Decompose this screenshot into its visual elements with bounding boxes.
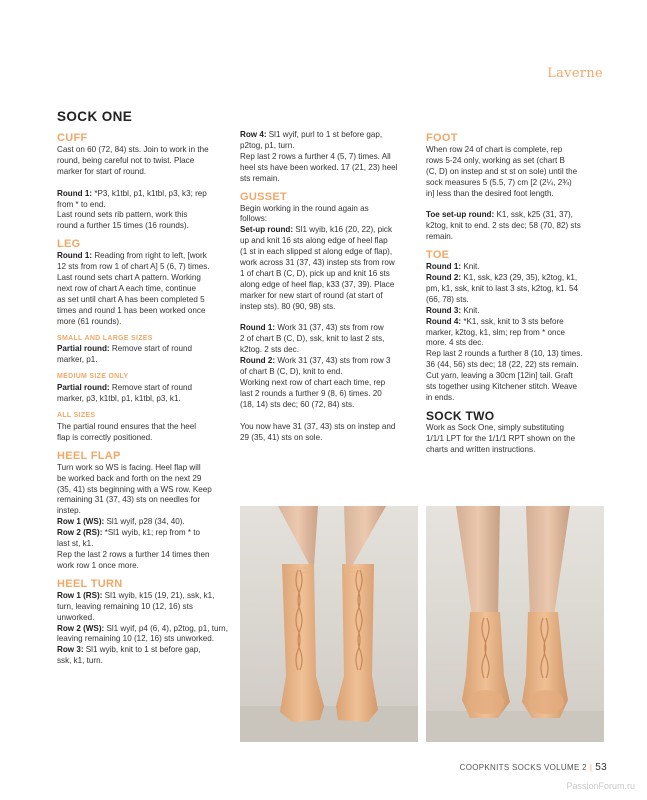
heel-turn-line: heel sts have been worked. 17 (21, 23) heel <box>240 162 398 172</box>
column-3 <box>426 130 604 456</box>
gusset-heading: GUSSET <box>240 190 288 203</box>
medium-heading: MEDIUM SIZE ONLY <box>57 373 129 381</box>
page-title: SOCK ONE <box>57 109 133 124</box>
gusset-line: (1 st in each slipped st along edge of flap), <box>240 247 393 257</box>
toe-heading: TOE <box>426 249 450 262</box>
partial-round: Partial round: Remove start of round <box>57 383 192 393</box>
toe-setup-round: Toe set-up round: K1, ssk, k25 (31, 37), <box>426 210 573 220</box>
heel-flap-line: Rep the last 2 rows a further 14 times then <box>57 549 210 559</box>
heel-flap-line: last st, k1. <box>57 539 94 549</box>
partial-round-line: marker, p1. <box>57 355 98 365</box>
heel-flap-heading: HEEL FLAP <box>57 449 121 462</box>
toe-line: Rep last 2 rounds a further 8 (10, 13) times. <box>426 349 583 359</box>
gusset-line: Begin working in the round again as <box>240 203 369 213</box>
page-footer <box>460 762 607 773</box>
watermark: PassionForum.ru <box>566 781 635 791</box>
heel-turn-row-1: Row 1 (RS): Sl1 wyib, k15 (19, 21), ssk, k1, <box>57 590 215 600</box>
sock-two-line: 1/1/1 LPT for the 1/1/1 RPT shown on the <box>426 433 576 443</box>
foot-line: in] less than the desired foot length. <box>426 188 554 198</box>
toe-line: sts together using Kitchener stitch. Weave <box>426 382 578 392</box>
cuff-heading: CUFF <box>57 132 88 144</box>
sock-photo-back <box>426 506 604 742</box>
heel-turn-row-4: Row 4: Sl1 wyif, purl to 1 st before gap, <box>240 130 383 139</box>
toe-line: Cut yarn, leaving a 30cm [12in] tail. Graft <box>426 371 573 381</box>
toe-round-1: Round 1: Knit. <box>426 262 480 272</box>
toe-line: more. 4 sts dec. <box>426 338 484 348</box>
heel-flap-row-1: Row 1 (WS): Sl1 wyif, p28 (34, 40). <box>57 517 185 527</box>
partial-round: Partial round: Remove start of round <box>57 344 192 354</box>
sock-two-line: Work as Sock One, simply substituting <box>426 422 564 432</box>
heel-flap-line: (35, 41) sts beginning with a WS row. Keep <box>57 484 212 494</box>
all-sizes-line: flap is correctly positioned. <box>57 432 153 442</box>
toe-line: in ends. <box>426 393 455 403</box>
gusset-line: marker for new start of round (at start of <box>240 290 383 300</box>
gusset-round-2: Round 2: Work 31 (37, 43) sts from row 3 <box>240 356 391 366</box>
round-label: Round 1: <box>57 251 93 261</box>
leg-line: 12 sts from row 1 of chart A] 5 (6, 7) times. <box>57 262 210 272</box>
gusset-line: last 2 rounds a further 9 (8, 6) times. 20 <box>240 388 382 398</box>
toe-round-3: Round 3: Knit. <box>426 305 480 315</box>
gusset-line: of chart B (C, D), knit to end. <box>240 367 343 377</box>
cuff-line: marker for start of round. <box>57 166 147 176</box>
gusset-line: (18, 14) sts dec; 60 (72, 84) sts. <box>240 399 355 409</box>
leg-round-1: Round 1: Reading from right to left, [work <box>57 251 207 261</box>
foot-line: remain. <box>426 232 453 242</box>
leg-line: times and round 1 has been worked once <box>57 305 206 315</box>
toe-line: marker, k2tog, k1, slm; rep from * once <box>426 327 565 337</box>
column-1 <box>57 130 233 667</box>
heel-flap-line: work row 1 once more. <box>57 560 139 570</box>
footer-title: COOPKNITS SOCKS VOLUME 2 <box>459 763 587 772</box>
gusset-line: 2 of chart B (C, D), ssk, knit to last 2 sts, <box>240 334 385 344</box>
cuff-line: Last round sets rib pattern, work this <box>57 210 188 220</box>
gusset-line: Working next row of chart each time, rep <box>240 378 386 388</box>
heel-turn-line: ssk, k1, turn. <box>57 656 103 666</box>
heel-flap-line: remaining 31 (37, 43) sts on needles for <box>57 495 201 505</box>
all-sizes-line: The partial round ensures that the heel <box>57 421 197 431</box>
round-label: Round 1: <box>57 188 93 198</box>
leg-line: next row of chart A each time, continue <box>57 283 197 293</box>
sock-photo-front <box>240 506 418 742</box>
gusset-line: up and knit 16 sts along edge of heel flap <box>240 236 388 246</box>
heel-turn-line: sts remain. <box>240 173 280 183</box>
leg-line: more (61 rounds). <box>57 316 122 326</box>
sock-two-line: charts and written instructions. <box>426 444 536 454</box>
foot-line: sock measures 5 (5.5, 7) cm [2 (2¼, 2¾) <box>426 177 572 187</box>
gusset-line: k2tog. 2 sts dec. <box>240 345 299 355</box>
page-number: 53 <box>595 762 607 773</box>
column-2 <box>240 130 418 443</box>
foot-line: rows 5-24 only, working as set (chart B <box>426 155 565 165</box>
cuff-line: round, being careful not to twist. Place <box>57 155 195 165</box>
toe-round-4: Round 4: *K1, ssk, knit to 3 sts before <box>426 316 564 326</box>
partial-round-line: marker, p3, k1tbl, p1, k1tbl, p3, k1. <box>57 394 181 404</box>
cuff-line: from * to end. <box>57 199 106 209</box>
cuff-line: round a further 15 times (16 rounds). <box>57 221 189 231</box>
gusset-line: You now have 31 (37, 43) sts on instep and <box>240 421 396 431</box>
gusset-line: 1 of chart B (C, D), pick up and knit 16 sts <box>240 268 390 278</box>
gusset-line: 29 (35, 41) sts on sole. <box>240 432 323 442</box>
heel-flap-line: instep. <box>57 506 81 516</box>
toe-line: (66, 78) sts. <box>426 294 469 304</box>
toe-line: 36 (44, 56) sts dec; 18 (22, 22) sts remain. <box>426 360 579 370</box>
gusset-setup-round: Set-up round: Sl1 wyib, k16 (20, 22), pick <box>240 225 393 235</box>
gusset-round-1: Round 1: Work 31 (37, 43) sts from row <box>240 323 384 333</box>
gusset-line: along edge of heel flap, k33 (37, 39). Place <box>240 279 395 289</box>
foot-heading: FOOT <box>426 132 458 144</box>
heel-flap-row-2: Row 2 (RS): *Sl1 wyib, k1; rep from * to <box>57 528 201 538</box>
heel-flap-line: Turn work so WS is facing. Heel flap will <box>57 462 201 472</box>
gusset-line: work across 31 (37, 43) instep sts from row <box>240 258 395 268</box>
small-large-heading: SMALL AND LARGE SIZES <box>57 334 153 342</box>
foot-line: When row 24 of chart is complete, rep <box>426 145 563 154</box>
heel-turn-row-2: Row 2 (WS): Sl1 wyif, p4 (6, 4), p2tog, p1, turn, <box>57 623 228 633</box>
footer-separator: | <box>589 763 593 772</box>
heel-turn-line: p2tog, p1, turn. <box>240 140 295 150</box>
heel-turn-line: Rep last 2 rows a further 4 (5, 7) times. All <box>240 151 391 161</box>
heel-turn-line: unworked. <box>57 612 95 622</box>
cuff-round-1: Round 1: *P3, k1tbl, p1, k1tbl, p3, k3; rep <box>57 188 207 198</box>
sock-two-heading: SOCK TWO <box>426 408 495 423</box>
heel-turn-row-3: Row 3: Sl1 wyib, knit to 1 st before gap, <box>57 645 201 655</box>
leg-line: Last round sets chart A pattern. Working <box>57 273 201 283</box>
heel-turn-line: turn, leaving remaining 10 (12, 16) sts <box>57 601 193 611</box>
leg-heading: LEG <box>57 238 81 251</box>
heel-turn-heading: HEEL TURN <box>57 577 123 590</box>
cuff-line: Cast on 60 (72, 84) sts. Join to work in the <box>57 145 209 154</box>
brand-logo: Laverne <box>547 66 603 81</box>
gusset-line: instep sts). 80 (90, 98) sts. <box>240 301 336 311</box>
toe-line: pm, k1, ssk, knit to last 3 sts, k2tog, k1. 54 <box>426 283 579 293</box>
foot-line: k2tog, knit to end. 2 sts dec; 58 (70, 82) sts <box>426 221 581 231</box>
toe-round-2: Round 2: K1, ssk, k23 (29, 35), k2tog, k1, <box>426 273 578 283</box>
leg-line: as set until chart A has been completed 5 <box>57 294 205 304</box>
heel-turn-line: leaving remaining 10 (12, 16) sts unworked. <box>57 634 215 644</box>
all-sizes-heading: ALL SIZES <box>57 412 96 420</box>
gusset-line: follows: <box>240 214 267 224</box>
heel-flap-line: be worked back and forth on the next 29 <box>57 473 202 483</box>
foot-line: (C, D) on instep and st st on sole) until the <box>426 166 578 176</box>
